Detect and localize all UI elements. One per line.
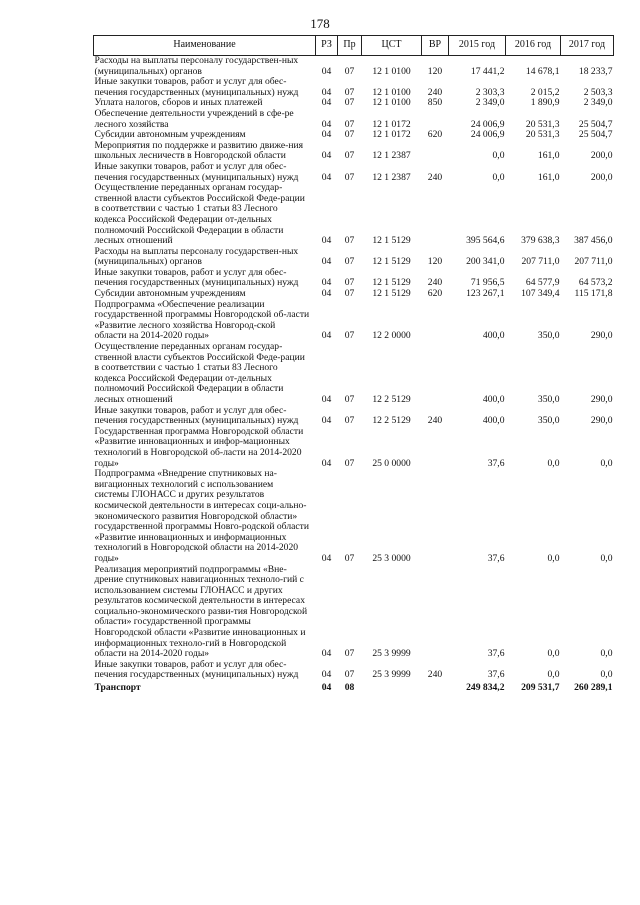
cell-cst: 12 2 0000 — [372, 330, 411, 342]
cell-vr — [422, 565, 449, 660]
cell-2016: 350,0 — [537, 415, 560, 427]
cell-vr: 240 — [427, 277, 443, 289]
header-rz: РЗ — [316, 36, 338, 56]
cell-2015: 395 564,6 — [466, 235, 505, 247]
cell-pr: 07 — [344, 415, 355, 427]
cell-rz: 04 — [321, 669, 332, 681]
header-2015: 2015 год — [449, 36, 506, 56]
cell-name: Реализация мероприятий подпрограммы «Вне-дрение спутниковых навигационных техноло-гий с использованием системы ГЛОНАСС и других результатов космической деятельности в интересах социально-экономического разви-тия Новгородской области» государственной программы Новгородской области «Развитие инновационных и информационных техноло-гий в Новгородской области на 2014-2020 годы» — [94, 563, 308, 660]
cell-2015: 2 349,0 — [475, 97, 505, 109]
table-row — [94, 681, 614, 694]
cell-2015: 400,0 — [482, 330, 505, 342]
cell-pr: 07 — [344, 171, 355, 183]
table-header-row — [94, 36, 614, 56]
cell-2015: 17 441,2 — [470, 65, 505, 77]
cell-rz: 04 — [321, 330, 332, 342]
cell-pr: 07 — [344, 552, 355, 564]
cell-pr: 07 — [344, 97, 355, 109]
cell-pr: 07 — [344, 288, 355, 300]
cell-2017: 290,0 — [590, 394, 613, 405]
cell-vr — [422, 469, 449, 564]
cell-pr: 07 — [344, 65, 355, 77]
cell-2017: 2 349,0 — [583, 97, 613, 109]
cell-name: Иные закупки товаров, работ и услуг для обес-печения государственных (муниципальных) нужд — [94, 658, 299, 681]
table-row — [94, 247, 614, 268]
cell-name: Уплата налогов, сборов и иных платежей — [94, 97, 263, 109]
cell-cst: 12 1 0172 — [372, 118, 411, 130]
cell-cst: 12 1 0172 — [372, 129, 411, 141]
cell-pr: 08 — [344, 682, 355, 694]
table-row — [94, 342, 614, 406]
cell-2017: 0,0 — [600, 457, 613, 469]
cell-cst: 12 1 0100 — [372, 86, 411, 98]
cell-2015: 400,0 — [482, 415, 505, 427]
cell-name: Субсидии автономным учреждениям — [94, 288, 246, 300]
table-row — [94, 565, 614, 660]
cell-name: Субсидии автономным учреждениям — [94, 129, 246, 141]
cell-2015: 0,0 — [492, 171, 505, 183]
cell-cst: 12 1 5129 — [372, 277, 411, 289]
cell-cst: 12 1 2387 — [372, 150, 411, 162]
table-row — [94, 300, 614, 342]
cell-rz: 04 — [321, 65, 332, 77]
cell-2017: 290,0 — [590, 415, 613, 427]
cell-2017: 18 233,7 — [578, 65, 613, 77]
cell-vr: 240 — [427, 415, 443, 427]
cell-2016: 64 577,9 — [525, 277, 560, 289]
cell-pr: 07 — [344, 129, 355, 141]
cell-2016: 20 531,3 — [525, 129, 560, 141]
cell-pr: 07 — [344, 330, 355, 342]
table-row — [94, 109, 614, 130]
cell-2016: 0,0 — [547, 457, 560, 469]
cell-pr: 07 — [344, 277, 355, 289]
cell-cst: 12 1 5129 — [372, 256, 411, 268]
cell-2016: 14 678,1 — [525, 65, 560, 77]
cell-2017: 200,0 — [590, 171, 613, 183]
cell-vr: 620 — [427, 288, 443, 300]
cell-name: Иные закупки товаров, работ и услуг для обес-печения государственных (муниципальных) нужд — [94, 404, 299, 427]
cell-2015: 37,6 — [487, 552, 505, 564]
cell-2017: 260 289,1 — [574, 682, 613, 694]
cell-2015: 37,6 — [487, 669, 505, 681]
cell-2015: 400,0 — [482, 394, 505, 405]
cell-pr: 07 — [344, 457, 355, 469]
cell-vr: 850 — [427, 97, 443, 109]
cell-2016: 209 531,7 — [521, 682, 560, 694]
cell-2015: 0,0 — [492, 150, 505, 162]
cell-2015: 2 303,3 — [475, 86, 505, 98]
cell-pr: 07 — [344, 256, 355, 268]
cell-pr: 07 — [344, 669, 355, 681]
cell-2017: 64 573,2 — [578, 277, 613, 289]
cell-2017: 0,0 — [600, 669, 613, 681]
table-row — [94, 406, 614, 427]
cell-rz: 04 — [321, 288, 332, 300]
header-2016: 2016 год — [506, 36, 561, 56]
table-row — [94, 141, 614, 162]
cell-rz: 04 — [321, 415, 332, 427]
cell-2015: 24 006,9 — [470, 129, 505, 141]
cell-pr: 07 — [344, 86, 355, 98]
cell-2015: 37,6 — [487, 457, 505, 469]
cell-vr: 120 — [427, 65, 443, 77]
cell-vr: 240 — [427, 669, 443, 681]
cell-name: Иные закупки товаров, работ и услуг для обес-печения государственных (муниципальных) нужд — [94, 266, 299, 289]
cell-name: Иные закупки товаров, работ и услуг для обес-печения государственных (муниципальных) нужд — [94, 76, 299, 98]
cell-name: Осуществление переданных органам государ-ственной власти субъектов Российской Феде-рации в соответствии с частью 1 статьи 83 Лесного кодекса Российской Федерации от-дельных полномочий Российской Федерации в области лесных отношений — [94, 341, 305, 405]
cell-2016: 20 531,3 — [525, 118, 560, 130]
cell-vr — [422, 109, 449, 130]
cell-cst — [362, 681, 422, 694]
cell-name: Подпрограмма «Внедрение спутниковых на-вигационных технологий с использованием системы ГЛОНАСС и других результатов космической деятельности в интересах соци-ально-экономического развития Новгородской области» государственной программы Новго-родской области «Развитие инновационных и информационных технологий в Новгородской области на 2014-2020 годы» — [94, 468, 309, 564]
cell-name: Осуществление переданных органам государ-ственной власти субъектов Российской Феде-рации в соответствии с частью 1 статьи 83 Лесного кодекса Российской Федерации от-дельных полномочий Российской Федерации в области лесных отношений — [94, 182, 305, 247]
table-row — [94, 56, 614, 78]
cell-rz: 04 — [321, 150, 332, 162]
cell-2016: 350,0 — [537, 394, 560, 405]
cell-name: Транспорт — [94, 682, 141, 694]
cell-name: Подпрограмма «Обеспечение реализации государственной программы Новгородской об-ласти «Развитие лесного хозяйства Новгород-ской области на 2014-2020 годы» — [94, 298, 310, 342]
cell-name: Расходы на выплаты персоналу государствен-ных (муниципальных) органов — [94, 245, 299, 268]
cell-2016: 161,0 — [537, 150, 560, 162]
cell-rz: 04 — [321, 235, 332, 247]
cell-cst: 12 2 5129 — [372, 394, 411, 405]
cell-rz: 04 — [321, 171, 332, 183]
cell-pr: 07 — [344, 648, 355, 660]
cell-2015: 200 341,0 — [466, 256, 505, 268]
cell-2015: 123 267,1 — [466, 288, 505, 300]
cell-cst: 25 0 0000 — [372, 457, 411, 469]
page-number: 178 — [310, 16, 330, 31]
cell-pr: 07 — [344, 118, 355, 130]
cell-rz: 04 — [321, 394, 332, 405]
table-row — [94, 77, 614, 98]
header-cst: ЦСТ — [362, 36, 422, 56]
cell-name: Иные закупки товаров, работ и услуг для обес-печения государственных (муниципальных) нужд — [94, 160, 299, 183]
table-body — [94, 56, 614, 694]
cell-vr — [422, 427, 449, 469]
cell-2017: 290,0 — [590, 330, 613, 342]
cell-pr: 07 — [344, 394, 355, 405]
cell-2017: 0,0 — [600, 552, 613, 564]
cell-2015: 249 834,2 — [466, 682, 505, 694]
cell-2016: 0,0 — [547, 648, 560, 660]
cell-2017: 387 456,0 — [574, 235, 613, 247]
cell-pr: 07 — [344, 150, 355, 162]
table-row — [94, 660, 614, 681]
cell-rz: 04 — [321, 86, 332, 98]
table-row — [94, 162, 614, 183]
cell-2016: 161,0 — [537, 171, 560, 183]
table-row — [94, 183, 614, 247]
cell-rz: 04 — [321, 682, 332, 694]
cell-rz: 04 — [321, 648, 332, 660]
cell-vr: 120 — [427, 256, 443, 268]
cell-2017: 0,0 — [600, 648, 613, 660]
table-row — [94, 427, 614, 469]
cell-2015: 24 006,9 — [470, 118, 505, 130]
cell-2016: 107 349,4 — [521, 288, 560, 300]
cell-vr — [422, 300, 449, 342]
cell-name: Расходы на выплаты персоналу государствен-ных (муниципальных) органов — [94, 55, 299, 77]
cell-cst: 12 1 0100 — [372, 65, 411, 77]
cell-2017: 207 711,0 — [574, 256, 613, 268]
cell-cst: 12 1 2387 — [372, 171, 411, 183]
cell-2017: 25 504,7 — [578, 118, 613, 130]
cell-2015: 37,6 — [487, 648, 505, 660]
budget-table — [93, 35, 614, 694]
cell-rz: 04 — [321, 118, 332, 130]
table-row — [94, 469, 614, 564]
cell-2016: 0,0 — [547, 669, 560, 681]
cell-2016: 0,0 — [547, 552, 560, 564]
cell-2015: 71 956,5 — [470, 277, 505, 289]
cell-rz: 04 — [321, 129, 332, 141]
cell-2016: 379 638,3 — [521, 235, 560, 247]
cell-2017: 25 504,7 — [578, 129, 613, 141]
cell-vr — [422, 342, 449, 406]
cell-rz: 04 — [321, 457, 332, 469]
cell-2017: 115 171,8 — [574, 288, 613, 300]
cell-name: Мероприятия по поддержке и развитию движе-ния школьных лесничеств в Новгородской области — [94, 139, 303, 162]
cell-rz: 04 — [321, 256, 332, 268]
cell-cst: 12 2 5129 — [372, 415, 411, 427]
cell-vr: 240 — [427, 86, 443, 98]
cell-2016: 350,0 — [537, 330, 560, 342]
cell-rz: 04 — [321, 97, 332, 109]
table-row — [94, 268, 614, 289]
cell-vr: 620 — [427, 129, 443, 141]
header-vr: ВР — [422, 36, 449, 56]
cell-vr — [422, 141, 449, 162]
cell-cst: 12 1 5129 — [372, 288, 411, 300]
cell-cst: 25 3 0000 — [372, 552, 411, 564]
cell-2017: 200,0 — [590, 150, 613, 162]
cell-cst: 12 1 5129 — [372, 235, 411, 247]
cell-vr — [422, 681, 449, 694]
cell-pr: 07 — [344, 235, 355, 247]
cell-cst: 25 3 9999 — [372, 669, 411, 681]
cell-rz: 04 — [321, 277, 332, 289]
header-2017: 2017 год — [561, 36, 614, 56]
header-name: Наименование — [94, 36, 316, 56]
cell-cst: 12 1 0100 — [372, 97, 411, 109]
cell-rz: 04 — [321, 552, 332, 564]
cell-2017: 2 503,3 — [583, 86, 613, 98]
cell-2016: 2 015,2 — [530, 86, 560, 98]
cell-name: Государственная программа Новгородской области «Развитие инновационных и инфор-мационных технологий в Новгородской об-ласти на 2014-2020 годы» — [94, 425, 304, 469]
cell-name: Обеспечение деятельности учреждений в сфе-ре лесного хозяйства — [94, 107, 294, 130]
cell-vr: 240 — [427, 171, 443, 183]
cell-cst: 25 3 9999 — [372, 648, 411, 660]
cell-vr — [422, 183, 449, 247]
cell-2016: 207 711,0 — [521, 256, 560, 268]
cell-2016: 1 890,9 — [530, 97, 560, 109]
header-pr: Пр — [338, 36, 362, 56]
